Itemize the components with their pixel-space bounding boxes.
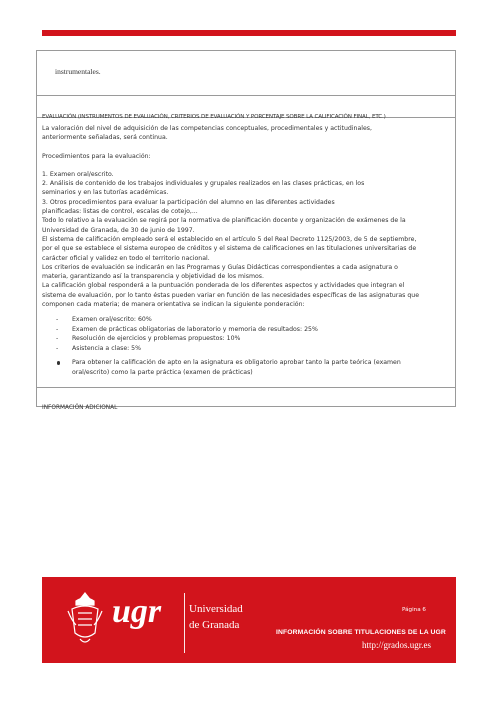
intro-line-2: anteriormente señaladas, será continua.: [42, 134, 168, 142]
body-line: materia, garantizando así la transparencia y objetividad de los mismos.: [42, 273, 265, 281]
note-line-2: oral/escrito) como la parte práctica (examen de prácticas): [72, 368, 253, 376]
body-line: 3. Otros procedimientos para evaluar la participación del alumno en las diferentes actividades: [42, 198, 335, 206]
university-name-line-2: de Granada: [189, 619, 240, 631]
logo-divider: [184, 593, 185, 653]
ugr-logo: ugr: [112, 593, 162, 630]
body-line: por el que se establece el sistema europeo de créditos y el sistema de calificaciones en las titulaciones universitarias de: [42, 245, 417, 253]
page-number: Página 6: [402, 607, 426, 613]
dash-marker: -: [56, 344, 59, 352]
body-line: componen cada materia; de manera orientativa se indican la siguiente ponderación:: [42, 301, 305, 309]
table-row-prev-content: [37, 51, 455, 96]
body-line: carácter oficial y validez en todo el territorio nacional.: [42, 254, 210, 262]
bullet-icon: [57, 361, 60, 364]
content-table: [36, 50, 456, 412]
prev-content-text: instrumentales.: [55, 67, 101, 76]
info-title: INFORMACIÓN SOBRE TITULACIONES DE LA UGR: [276, 629, 446, 636]
weighting-list: [42, 315, 449, 353]
weighting-item: Examen de prácticas obligatorias de laboratorio y memoria de resultados: 25%: [72, 325, 318, 333]
body-line: sistema de evaluación, por lo tanto éstas pueden variar en función de las necesidades específicas de las asignaturas que: [42, 291, 420, 299]
body-line: Los criterios de evaluación se indicarán en las Programas y Guías Didácticas correspondientes a cada asignatura o: [42, 263, 398, 271]
body-line: seminarios y en las tutorías académicas.: [42, 189, 169, 197]
weighting-item: Asistencia a clase: 5%: [72, 344, 142, 352]
additional-info-row: [37, 388, 455, 412]
body-line: planificadas: listas de control, escalas de cotejo,...: [42, 208, 198, 216]
intro-line-1: La valoración del nivel de adquisición de las competencias conceptuales, procedimentales y actitudinales,: [42, 125, 372, 132]
evaluation-header: EVALUACIÓN (INSTRUMENTOS DE EVALUACIÓN, CRITERIOS DE EVALUACIÓN Y PORCENTAJE SOBRE LA CALIFICACIÓN FINAL, ETC.): [42, 114, 386, 120]
list-item: [42, 334, 449, 344]
footer-banner: [42, 577, 456, 663]
body-line: La calificación global responderá a la puntuación ponderada de los diferentes aspectos y actividades que integran el: [42, 282, 405, 290]
dash-marker: -: [56, 335, 59, 343]
body-line: Todo lo relativo a la evaluación se regirá por la normativa de planificación docente y organización de exámenes de la: [42, 217, 406, 225]
info-url-link[interactable]: http://grados.ugr.es: [362, 640, 431, 650]
dash-marker: -: [56, 316, 59, 324]
dash-marker: -: [56, 325, 59, 333]
list-item: [42, 344, 449, 354]
body-line: 2. Análisis de contenido de los trabajos individuales y grupales realizados en las clases prácticas, en los: [42, 180, 365, 188]
body-line: 1. Examen oral/escrito.: [42, 170, 114, 178]
body-line: El sistema de calificación empleado será el establecido en el artículo 5 del Real Decreto 1125/2003, de 5 de septiembre,: [42, 235, 417, 243]
university-crest-icon: [66, 589, 104, 651]
university-name: [189, 601, 243, 633]
list-item: [42, 315, 449, 325]
evaluation-header-row: [37, 96, 455, 118]
weighting-item: Resolución de ejercicios y problemas propuestos: 10%: [72, 335, 241, 343]
pass-requirement-note: [42, 358, 449, 377]
list-item: [42, 325, 449, 335]
university-name-line-1: Universidad: [189, 603, 243, 615]
top-red-bar: [42, 30, 456, 36]
body-line: Universidad de Granada, de 30 de junio de 1997.: [42, 226, 195, 234]
additional-info-header: INFORMACIÓN ADICIONAL: [42, 405, 118, 412]
note-line-1: Para obtener la calificación de apto en la asignatura es obligatorio aprobar tanto la parte teórica (examen: [72, 359, 401, 367]
weighting-item: Examen oral/escrito: 60%: [72, 316, 152, 324]
evaluation-content-row: [37, 118, 455, 388]
procedures-heading: Procedimientos para la evaluación:: [42, 152, 151, 160]
